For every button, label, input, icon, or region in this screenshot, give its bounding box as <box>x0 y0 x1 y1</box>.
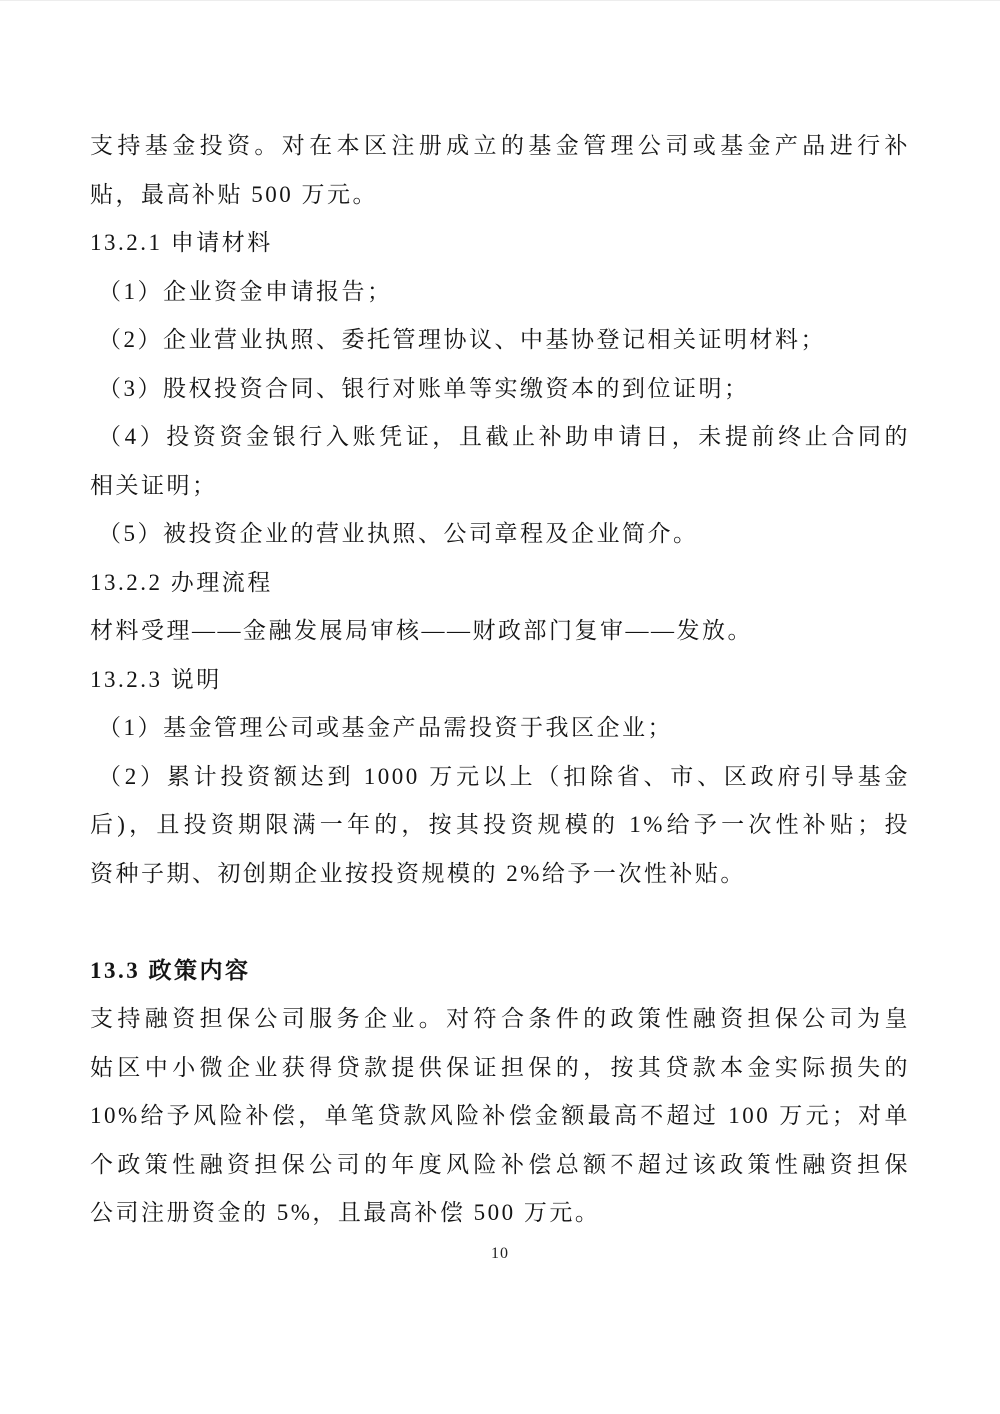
blank-line <box>90 898 910 947</box>
list-item: （4）投资资金银行入账凭证，且截止补助申请日，未提前终止合同的 <box>98 424 910 449</box>
list-item-continuation: 后)，且投资期限满一年的，按其投资规模的 1%给予一次性补贴；投 <box>90 812 910 837</box>
subsection-title: 13.2.2 办理流程 <box>90 569 273 595</box>
section-heading: 13.3 政策内容 <box>90 957 251 983</box>
list-item: （3）股权投资合同、银行对账单等实缴资本的到位证明； <box>98 375 750 401</box>
paragraph-line: 个政策性融资担保公司的年度风险补偿总额不超过该政策性融资担保 <box>90 1151 910 1177</box>
subsection-title: 13.2.1 申请材料 <box>90 230 273 255</box>
list-item: （1）基金管理公司或基金产品需投资于我区企业； <box>98 715 673 740</box>
paragraph-line: 10%给予风险补偿，单笔贷款风险补偿金额最高不超过 100 万元；对单 <box>90 1103 910 1128</box>
document-body <box>90 122 910 1238</box>
list-item: （1）企业资金申请报告； <box>98 278 393 304</box>
subsection-title: 13.2.3 说明 <box>90 666 222 692</box>
list-item-continuation: 相关证明； <box>90 472 218 498</box>
paragraph-line: 材料受理——金融发展局审核——财政部门复审——发放。 <box>90 618 753 643</box>
list-item-continuation: 资种子期、初创期企业按投资规模的 2%给予一次性补贴。 <box>90 860 746 886</box>
paragraph-line: 公司注册资金的 5%，且最高补偿 500 万元。 <box>90 1200 601 1225</box>
page-number: 10 <box>491 1245 509 1262</box>
list-item: （2）企业营业执照、委托管理协议、中基协登记相关证明材料； <box>98 327 826 352</box>
paragraph-line: 支持融资担保公司服务企业。对符合条件的政策性融资担保公司为皇 <box>90 1006 910 1031</box>
list-item: （2）累计投资额达到 1000 万元以上（扣除省、市、区政府引导基金 <box>98 763 910 789</box>
paragraph-line: 贴，最高补贴 500 万元。 <box>90 181 378 207</box>
paragraph-line: 支持基金投资。对在本区注册成立的基金管理公司或基金产品进行补 <box>90 133 910 158</box>
paragraph-line: 姑区中小微企业获得贷款提供保证担保的，按其贷款本金实际损失的 <box>90 1054 910 1080</box>
list-item: （5）被投资企业的营业执照、公司章程及企业简介。 <box>98 521 699 546</box>
